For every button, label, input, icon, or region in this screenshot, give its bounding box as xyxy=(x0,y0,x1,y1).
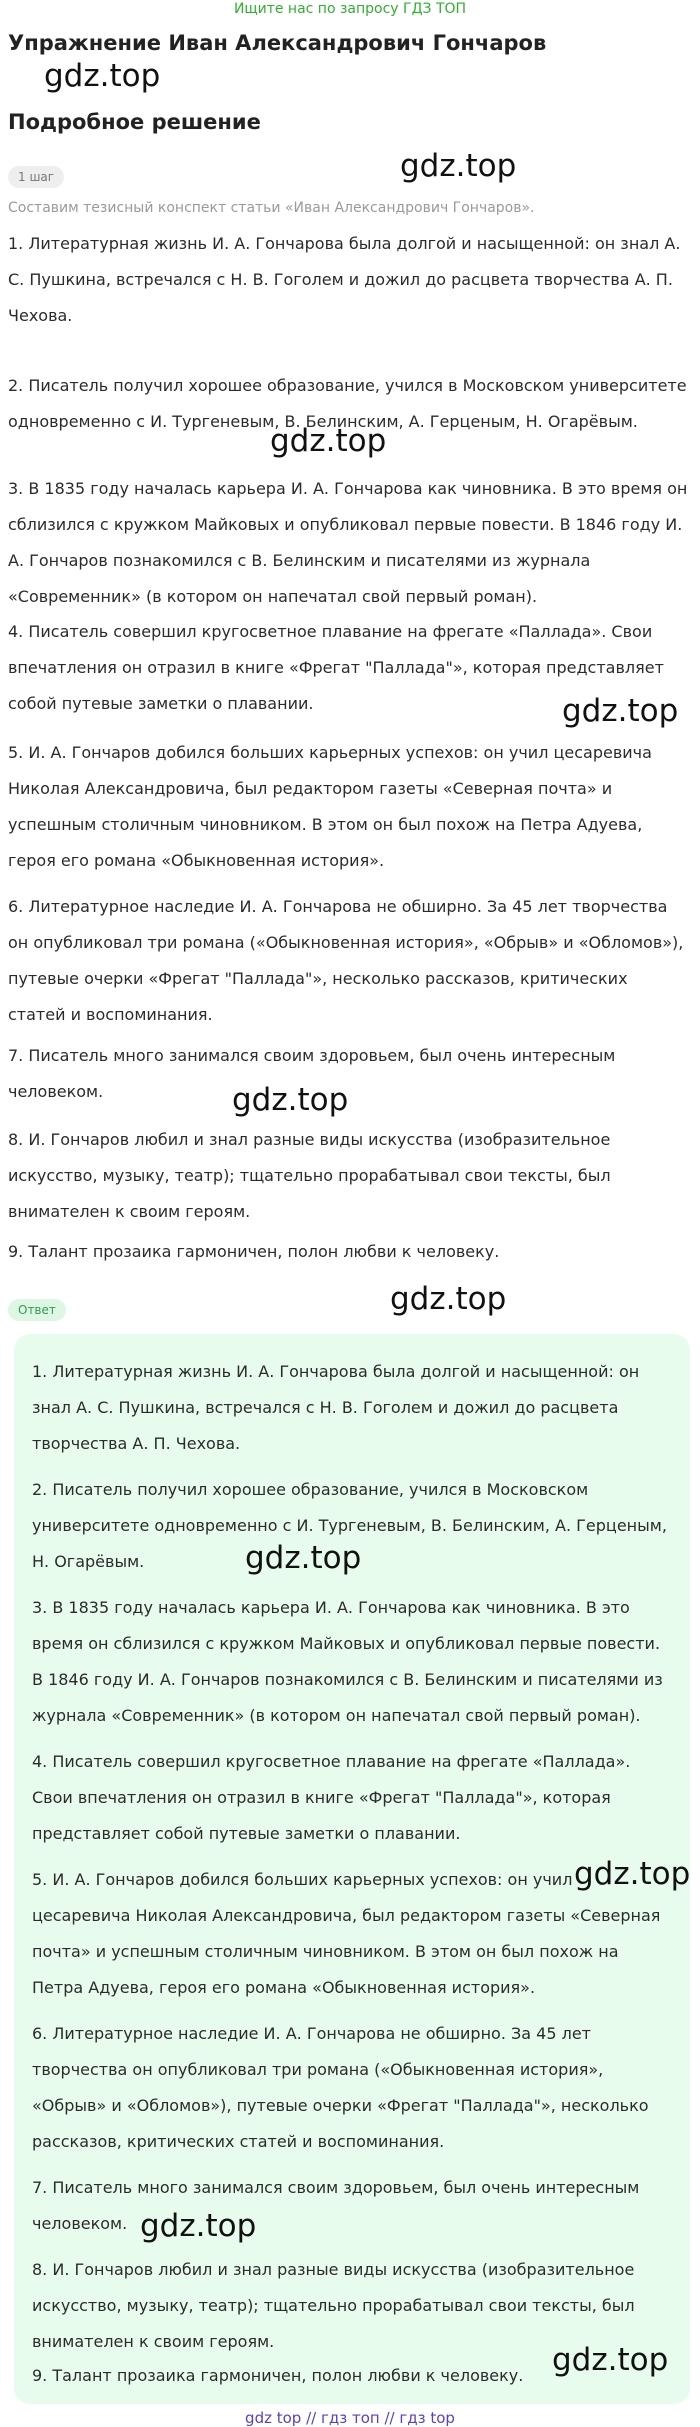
solution-paragraph: 6. Литературное наследие И. А. Гончарова не обширно. За 45 лет творчества он опубликовал три романа («Обыкновенная история», «Обрыв» и «Обломов»), путевые очерки «Фрегат "Паллада"», несколько рассказов, критических статей и воспоминания. xyxy=(8,897,684,1024)
footer-separator: // xyxy=(306,2409,317,2427)
watermark: gdz.top xyxy=(552,2342,669,2378)
footer-links xyxy=(0,2409,700,2427)
footer-link[interactable]: gdz top xyxy=(245,2409,302,2427)
search-banner: Ищите нас по запросу ГДЗ ТОП xyxy=(233,1,467,17)
solution-paragraph: 2. Писатель получил хорошее образование, учился в Московском университете одновременно с И. Тургеневым, В. Белинским, А. Герценым, Н. Огарёвым. xyxy=(8,376,687,431)
solution-paragraph: 7. Писатель много занимался своим здоровьем, был очень интересным человеком. xyxy=(8,1046,616,1101)
footer-link[interactable]: гдз топ xyxy=(320,2409,380,2427)
watermark: gdz.top xyxy=(574,1856,691,1892)
watermark: gdz.top xyxy=(562,693,679,729)
solution-paragraph: 8. И. Гончаров любил и знал разные виды искусства (изобразительное искусство, музыку, театр); тщательно прорабатывал свои тексты, был внимателен к своим героям. xyxy=(8,1130,611,1221)
watermark: gdz.top xyxy=(245,1540,362,1576)
solution-paragraph: 4. Писатель совершил кругосветное плавание на фрегате «Паллада». Свои впечатления он отразил в книге «Фрегат "Паллада"», которая представляет собой путевые заметки о плавании. xyxy=(8,622,664,713)
footer-link[interactable]: гдз top xyxy=(399,2409,455,2427)
footer-separator: // xyxy=(384,2409,395,2427)
answer-paragraph: 7. Писатель много занимался своим здоровьем, был очень интересным человеком. xyxy=(32,2178,640,2233)
page-title: Упражнение Иван Александрович Гончаров xyxy=(8,31,547,55)
answer-badge: Ответ xyxy=(8,1299,66,1321)
answer-paragraph: 8. И. Гончаров любил и знал разные виды искусства (изобразительное искусство, музыку, театр); тщательно прорабатывал свои тексты, был внимателен к своим героям. xyxy=(32,2260,635,2351)
watermark: gdz.top xyxy=(44,58,161,94)
watermark: gdz.top xyxy=(400,148,517,184)
answer-paragraph: 5. И. А. Гончаров добился больших карьерных успехов: он учил цесаревича Николая Александровича, был редактором газеты «Северная почта» и успешным столичным чиновником. В этом он был похож на Петра Адуева, героя его романа «Обыкновенная история». xyxy=(32,1870,661,1997)
answer-paragraph: 9. Талант прозаика гармоничен, полон любви к человеку. xyxy=(32,2366,524,2385)
watermark: gdz.top xyxy=(140,2208,257,2244)
solution-paragraph: 5. И. А. Гончаров добился больших карьерных успехов: он учил цесаревича Николая Александровича, был редактором газеты «Северная почта» и успешным столичным чиновником. В этом он был похож на Петра Адуева, героя его романа «Обыкновенная история». xyxy=(8,743,652,870)
step-badge: 1 шаг xyxy=(8,166,64,188)
solution-paragraph: 9. Талант прозаика гармоничен, полон любви к человеку. xyxy=(8,1242,500,1261)
answer-paragraph: 4. Писатель совершил кругосветное плавание на фрегате «Паллада». Свои впечатления он отразил в книге «Фрегат "Паллада"», которая представляет собой путевые заметки о плавании. xyxy=(32,1752,631,1843)
watermark: gdz.top xyxy=(232,1082,349,1118)
watermark: gdz.top xyxy=(270,423,387,459)
solution-intro: Составим тезисный конспект статьи «Иван Александрович Гончаров». xyxy=(8,200,535,216)
solution-paragraph: 3. В 1835 году началась карьера И. А. Гончарова как чиновника. В это время он сблизился с кружком Майковых и опубликовал первые повести. В 1846 году И. А. Гончаров познакомился с В. Белинским и писателями из журнала «Современник» (в котором он напечатал свой первый роман). xyxy=(8,479,688,606)
answer-paragraph: 1. Литературная жизнь И. А. Гончарова была долгой и насыщенной: он знал А. С. Пушкина, встречался с Н. В. Гоголем и дожил до расцвета творчества А. П. Чехова. xyxy=(32,1362,640,1453)
answer-paragraph: 2. Писатель получил хорошее образование, учился в Московском университете одновременно с И. Тургеневым, В. Белинским, А. Герценым, Н. Огарёвым. xyxy=(32,1480,667,1571)
answer-paragraph: 3. В 1835 году началась карьера И. А. Гончарова как чиновника. В это время он сблизился с кружком Майковых и опубликовал первые повести. В 1846 году И. А. Гончаров познакомился с В. Белинским и писателями из журнала «Современник» (в котором он напечатал свой первый роман). xyxy=(32,1598,663,1725)
solution-paragraph: 1. Литературная жизнь И. А. Гончарова была долгой и насыщенной: он знал А. С. Пушкина, встречался с Н. В. Гоголем и дожил до расцвета творчества А. П. Чехова. xyxy=(8,234,681,325)
section-title: Подробное решение xyxy=(8,110,261,134)
answer-paragraph: 6. Литературное наследие И. А. Гончарова не обширно. За 45 лет творчества он опубликовал три романа («Обыкновенная история», «Обрыв» и «Обломов»), путевые очерки «Фрегат "Паллада"», несколько рассказов, критических статей и воспоминания. xyxy=(32,2024,649,2151)
watermark: gdz.top xyxy=(390,1281,507,1317)
